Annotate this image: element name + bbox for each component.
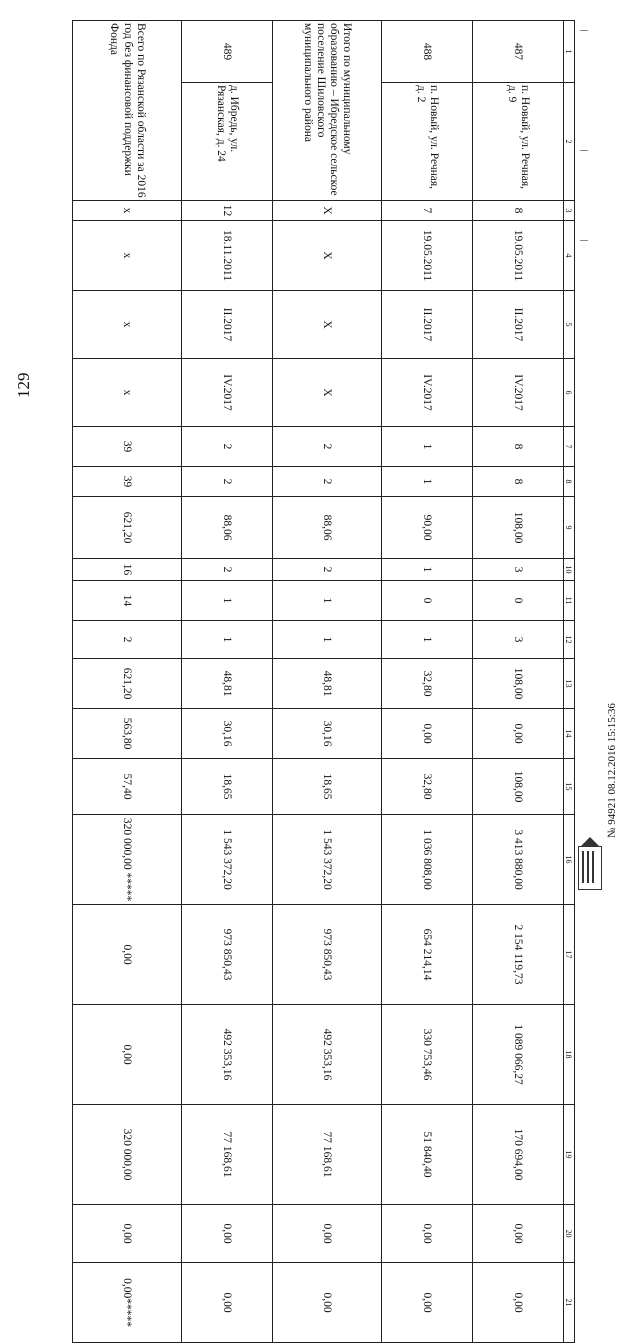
cell-col-12: 1 <box>182 621 273 659</box>
cell-col-12: 3 <box>473 621 564 659</box>
cell-col-9: 621,20 <box>73 497 182 559</box>
cell-col-7: 39 <box>73 427 182 467</box>
cell-col-4: 18.11.2011 <box>182 221 273 291</box>
cell-col-19: 320 000,00 <box>73 1105 182 1205</box>
cell-col-14: 30,16 <box>273 709 382 759</box>
cell-col-14: 30,16 <box>182 709 273 759</box>
registration-stamp: № 94921 08.12.2016 15:15:36 <box>606 703 618 838</box>
cell-col-13: 32,80 <box>382 659 473 709</box>
cell-col-12: 1 <box>382 621 473 659</box>
cell-col-4: x <box>73 221 182 291</box>
cell-col-9: 90,00 <box>382 497 473 559</box>
cell-col-11: 1 <box>182 581 273 621</box>
cell-col-18: 1 089 066,27 <box>473 1005 564 1105</box>
cell-col-7: 2 <box>182 427 273 467</box>
page-number: 129 <box>14 372 33 398</box>
cell-col-21: 0,00***** <box>73 1263 182 1343</box>
cell-col-12: 2 <box>73 621 182 659</box>
cell-col-2: п. Новый, ул. Речная, д. 9 <box>473 83 564 201</box>
cell-col-18: 0,00 <box>73 1005 182 1105</box>
cell-col-1: Итого по муниципальному образованию – Ибредское сельское поселение Шиловского муниципального района <box>273 21 382 201</box>
col-num: 16 <box>564 815 575 905</box>
cell-col-1: 489 <box>182 21 273 83</box>
cell-col-8: 8 <box>473 467 564 497</box>
col-num: 18 <box>564 1005 575 1105</box>
cell-col-17: 973 850,43 <box>273 905 382 1005</box>
cell-col-17: 2 154 119,73 <box>473 905 564 1005</box>
cell-col-2: п. Новый, ул. Речная, д. 2 <box>382 83 473 201</box>
col-num: 13 <box>564 659 575 709</box>
summary-row <box>273 21 382 1343</box>
cell-col-20: 0,00 <box>182 1205 273 1263</box>
cell-col-12: 1 <box>273 621 382 659</box>
cell-col-14: 0,00 <box>473 709 564 759</box>
cell-col-21: 0,00 <box>473 1263 564 1343</box>
cell-col-6: x <box>73 359 182 427</box>
cell-col-3: x <box>73 201 182 221</box>
cell-col-9: 88,06 <box>273 497 382 559</box>
table-row <box>382 21 473 1343</box>
cell-col-1: 488 <box>382 21 473 83</box>
cell-col-20: 0,00 <box>473 1205 564 1263</box>
cell-col-19: 170 694,00 <box>473 1105 564 1205</box>
cell-col-19: 51 840,40 <box>382 1105 473 1205</box>
cell-col-10: 3 <box>473 559 564 581</box>
cell-col-18: 492 353,16 <box>273 1005 382 1105</box>
cell-col-3: X <box>273 201 382 221</box>
cell-col-13: 108,00 <box>473 659 564 709</box>
cell-col-6: IV.2017 <box>182 359 273 427</box>
cell-col-6: IV.2017 <box>473 359 564 427</box>
col-num: 17 <box>564 905 575 1005</box>
cell-col-4: 19.05.2011 <box>382 221 473 291</box>
col-num: 11 <box>564 581 575 621</box>
cell-col-6: X <box>273 359 382 427</box>
cell-col-5: x <box>73 291 182 359</box>
cell-col-4: X <box>273 221 382 291</box>
cell-col-11: 1 <box>273 581 382 621</box>
cell-col-17: 654 214,14 <box>382 905 473 1005</box>
cell-col-17: 0,00 <box>73 905 182 1005</box>
cell-col-15: 57,40 <box>73 759 182 815</box>
cell-col-20: 0,00 <box>382 1205 473 1263</box>
cell-col-3: 7 <box>382 201 473 221</box>
col-num: 3 <box>564 201 575 221</box>
col-num: 9 <box>564 497 575 559</box>
margin-marks <box>580 30 590 880</box>
col-num: 7 <box>564 427 575 467</box>
cell-col-18: 492 353,16 <box>182 1005 273 1105</box>
cell-col-7: 8 <box>473 427 564 467</box>
cell-col-16: 3 413 880,00 <box>473 815 564 905</box>
col-num: 6 <box>564 359 575 427</box>
cell-col-21: 0,00 <box>382 1263 473 1343</box>
cell-col-7: 1 <box>382 427 473 467</box>
cell-col-5: II.2017 <box>382 291 473 359</box>
cell-col-9: 88,06 <box>182 497 273 559</box>
col-num: 14 <box>564 709 575 759</box>
cell-col-19: 77 168,61 <box>182 1105 273 1205</box>
cell-col-14: 0,00 <box>382 709 473 759</box>
col-num: 8 <box>564 467 575 497</box>
cell-col-13: 48,81 <box>182 659 273 709</box>
col-num: 4 <box>564 221 575 291</box>
cell-col-1: 487 <box>473 21 564 83</box>
cell-col-18: 330 753,46 <box>382 1005 473 1105</box>
col-num: 21 <box>564 1263 575 1343</box>
cell-col-20: 0,00 <box>73 1205 182 1263</box>
col-num: 5 <box>564 291 575 359</box>
cell-col-11: 0 <box>382 581 473 621</box>
cell-col-10: 16 <box>73 559 182 581</box>
cell-col-21: 0,00 <box>182 1263 273 1343</box>
col-num: 2 <box>564 83 575 201</box>
cell-col-15: 108,00 <box>473 759 564 815</box>
cell-col-9: 108,00 <box>473 497 564 559</box>
cell-col-13: 621,20 <box>73 659 182 709</box>
cell-col-8: 39 <box>73 467 182 497</box>
cell-col-4: 19.05.2011 <box>473 221 564 291</box>
cell-col-3: 8 <box>473 201 564 221</box>
cell-col-6: IV.2017 <box>382 359 473 427</box>
cell-col-8: 2 <box>273 467 382 497</box>
cell-col-10: 2 <box>273 559 382 581</box>
col-num: 12 <box>564 621 575 659</box>
cell-col-14: 563,80 <box>73 709 182 759</box>
cell-col-21: 0,00 <box>273 1263 382 1343</box>
cell-col-11: 14 <box>73 581 182 621</box>
cell-col-16: 1 543 372,20 <box>273 815 382 905</box>
cell-col-3: 12 <box>182 201 273 221</box>
cell-col-15: 18,65 <box>273 759 382 815</box>
cell-col-5: II.2017 <box>182 291 273 359</box>
cell-col-5: II.2017 <box>473 291 564 359</box>
cell-col-15: 18,65 <box>182 759 273 815</box>
col-num: 19 <box>564 1105 575 1205</box>
cell-col-8: 1 <box>382 467 473 497</box>
cell-col-19: 77 168,61 <box>273 1105 382 1205</box>
col-num: 10 <box>564 559 575 581</box>
summary-row <box>73 21 182 1343</box>
housing-program-table <box>72 20 575 1343</box>
cell-col-15: 32,80 <box>382 759 473 815</box>
rotated-table-container <box>55 20 575 1325</box>
table-row <box>473 21 564 1343</box>
cell-col-11: 0 <box>473 581 564 621</box>
cell-col-7: 2 <box>273 427 382 467</box>
cell-col-20: 0,00 <box>273 1205 382 1263</box>
cell-col-1: Всего по Рязанской области за 2016 год без финансовой поддержки Фонда <box>73 21 182 201</box>
cell-col-17: 973 850,43 <box>182 905 273 1005</box>
cell-col-10: 2 <box>182 559 273 581</box>
cell-col-16: 320 000,00 ***** <box>73 815 182 905</box>
cell-col-2: д. Ибредь, ул. Рязанская, д. 24 <box>182 83 273 201</box>
cell-col-16: 1 543 372,20 <box>182 815 273 905</box>
table-row <box>182 21 273 1343</box>
column-number-row <box>564 21 575 1343</box>
archive-logo-icon <box>578 846 602 890</box>
col-num: 20 <box>564 1205 575 1263</box>
cell-col-5: X <box>273 291 382 359</box>
cell-col-16: 1 036 808,00 <box>382 815 473 905</box>
cell-col-8: 2 <box>182 467 273 497</box>
cell-col-10: 1 <box>382 559 473 581</box>
col-num: 1 <box>564 21 575 83</box>
cell-col-13: 48,81 <box>273 659 382 709</box>
col-num: 15 <box>564 759 575 815</box>
